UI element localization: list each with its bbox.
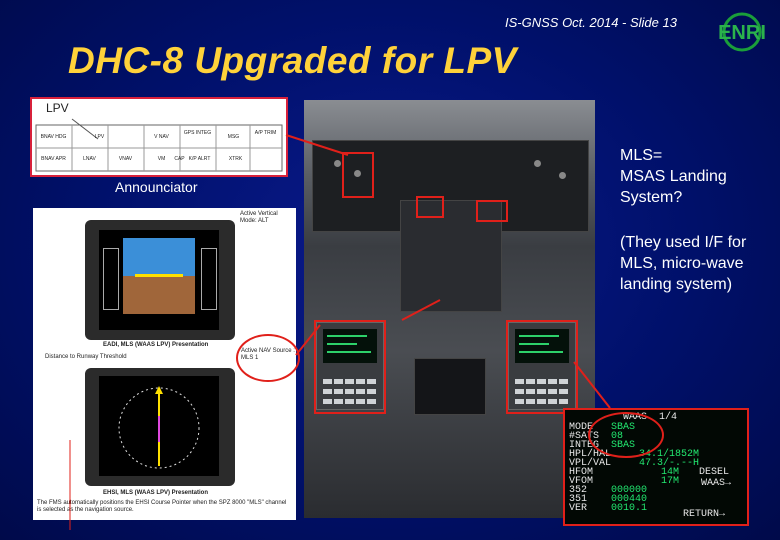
cdu-label: VPL/VAL: [569, 458, 612, 469]
annun-bnav-hdg: BNAV HDG: [40, 134, 67, 140]
cdu-value: 08: [611, 431, 624, 442]
callout-vertical-mode: Active Vertical Mode: ALT: [240, 211, 278, 224]
doc-footnote: The FMS automatically positions the EHSI Course Pointer when the SPZ 8000 "MLS" channel is selected as the navigation source.: [37, 500, 287, 513]
cdu-value: 0010.1: [611, 503, 648, 514]
cdu-value: 47.3/-.--H: [639, 458, 700, 469]
cdu-label: 351: [569, 494, 588, 505]
note-mls: [620, 145, 727, 208]
annun-bnav-apr: BNAV APR: [41, 156, 66, 162]
cdu-label: VER: [569, 503, 588, 514]
note-line: MSAS Landing: [620, 168, 727, 185]
page-title: DHC-8 Upgraded for LPV: [68, 40, 517, 81]
lpv-label: LPV: [46, 101, 69, 115]
cdu-value: SBAS: [611, 440, 636, 451]
cdu-page-title: WAAS 1/4: [623, 412, 678, 423]
annun-v-nav: V NAV: [154, 134, 169, 140]
cdu-value: 000440: [611, 494, 648, 505]
note-if: [620, 232, 746, 295]
note-line: System?: [620, 189, 683, 206]
cdu-label: INTEG: [569, 440, 600, 451]
cdu-value: 000000: [611, 485, 648, 496]
cdu-label: 352: [569, 485, 588, 496]
annun-gps-integ: GPS INTEG: [183, 130, 212, 136]
cdu-waas-softkey: WAAS→: [701, 478, 732, 489]
cdu-label: VFOM: [569, 476, 594, 487]
cdu-label: HPL/HAL: [569, 449, 612, 460]
sbas-highlight-oval: [588, 412, 664, 458]
annun-vnav: VNAV: [118, 156, 133, 162]
cdu-label: MODE: [569, 422, 594, 433]
distance-label: Distance to Runway Threshold: [45, 354, 127, 360]
cdu-return-softkey: RETURN→: [683, 509, 726, 520]
annun-cap: CAP: [174, 156, 185, 162]
eadi-caption: EADI, MLS (WAAS LPV) Presentation: [103, 342, 209, 348]
svg-text:ENRI: ENRI: [718, 22, 766, 44]
announciator-caption: Announciator: [115, 179, 198, 195]
note-line: MLS, micro-wave: [620, 255, 744, 272]
annun-vm: VM: [157, 156, 166, 162]
annun-ap-trim: A/P TRIM: [254, 130, 277, 136]
annun-lnav: LNAV: [83, 156, 96, 162]
cdu-value: 34.1/1852M: [639, 449, 700, 460]
annun-lpv: LPV: [94, 134, 105, 140]
note-line: (They used I/F for: [620, 234, 747, 251]
cdu-value: 17M: [661, 476, 680, 487]
note-line: MLS=: [620, 147, 663, 164]
annun-kp-alrt: K/P ALRT: [188, 156, 211, 162]
ehsi-caption: EHSI, MLS (WAAS LPV) Presentation: [103, 490, 209, 496]
cdu-label: HFOM: [569, 467, 594, 478]
cdu-label: #SATS: [569, 431, 600, 442]
cdu-value: SBAS: [611, 422, 636, 433]
annun-xtrk: XTRK: [228, 156, 243, 162]
annun-msg: MSG: [227, 134, 240, 140]
note-line: landing system): [620, 276, 733, 293]
cdu-value: 14M: [661, 467, 680, 478]
slide-reference: IS-GNSS Oct. 2014 - Slide 13: [505, 15, 677, 30]
callout-nav-source: Active NAV Source : MLS 1: [241, 348, 295, 361]
cdu-desel-label: DESEL: [699, 467, 730, 478]
